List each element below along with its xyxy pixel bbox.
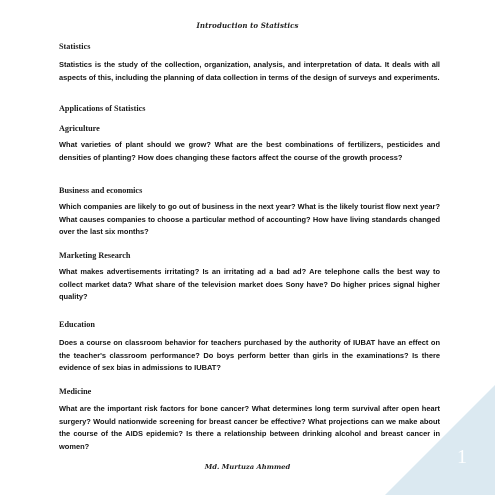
section-paragraph: What are the important risk factors for bone cancer? What determines long term survival after open heart surgery? Would nationwide screening for breast cancer be effective? What projections can we make about the course of the AIDS epidemic? Is there a relationship between drinking alcohol and breast cancer in women?: [59, 404, 440, 451]
section-paragraph: Statistics is the study of the collection, organization, analysis, and interpretation of data. It deals with all aspects of this, including the planning of data collection in terms of the design of surveys and experiments.: [59, 60, 440, 82]
section-marketing: [59, 251, 440, 304]
running-header-title: Introduction to Statistics: [196, 21, 299, 30]
section-statistics: [59, 42, 440, 84]
section-heading: Business and economics: [59, 186, 143, 195]
section-heading: Agriculture: [59, 124, 100, 133]
section-paragraph: Does a course on classroom behavior for teachers purchased by the authority of IUBAT have an effect on the teacher's classroom performance? Do boys perform better than girls in the examinations? Is there evidence of sex bias in admissions to IUBAT?: [59, 338, 440, 373]
section-business: [59, 186, 440, 239]
section-applications: [59, 104, 440, 114]
section-heading: Marketing Research: [59, 251, 131, 260]
section-paragraph: Which companies are likely to go out of business in the next year? What is the likely tourist flow next year? What causes companies to choose a particular method of accounting? How have living standards changed over the last six months?: [59, 202, 440, 237]
section-education: [59, 320, 440, 375]
section-paragraph: What varieties of plant should we grow? What are the best combinations of fertilizers, pesticides and densities of planting? How does changing these factors affect the course of the growth process?: [59, 140, 440, 162]
corner-accent-shape: [385, 385, 495, 495]
section-heading: Statistics: [59, 42, 91, 51]
section-paragraph: What makes advertisements irritating? Is an irritating ad a bad ad? Are telephone calls the best way to collect market data? What share of the television market does Sony have? Do higher prices signal higher quality?: [59, 267, 440, 302]
footer-author: Md. Murtuza Ahmmed: [204, 463, 291, 471]
section-medicine: [59, 387, 440, 453]
page-number: 1: [457, 446, 467, 468]
section-heading: Education: [59, 320, 95, 329]
section-heading: Medicine: [59, 387, 92, 396]
section-heading: Applications of Statistics: [59, 104, 146, 113]
section-agriculture: [59, 124, 440, 164]
